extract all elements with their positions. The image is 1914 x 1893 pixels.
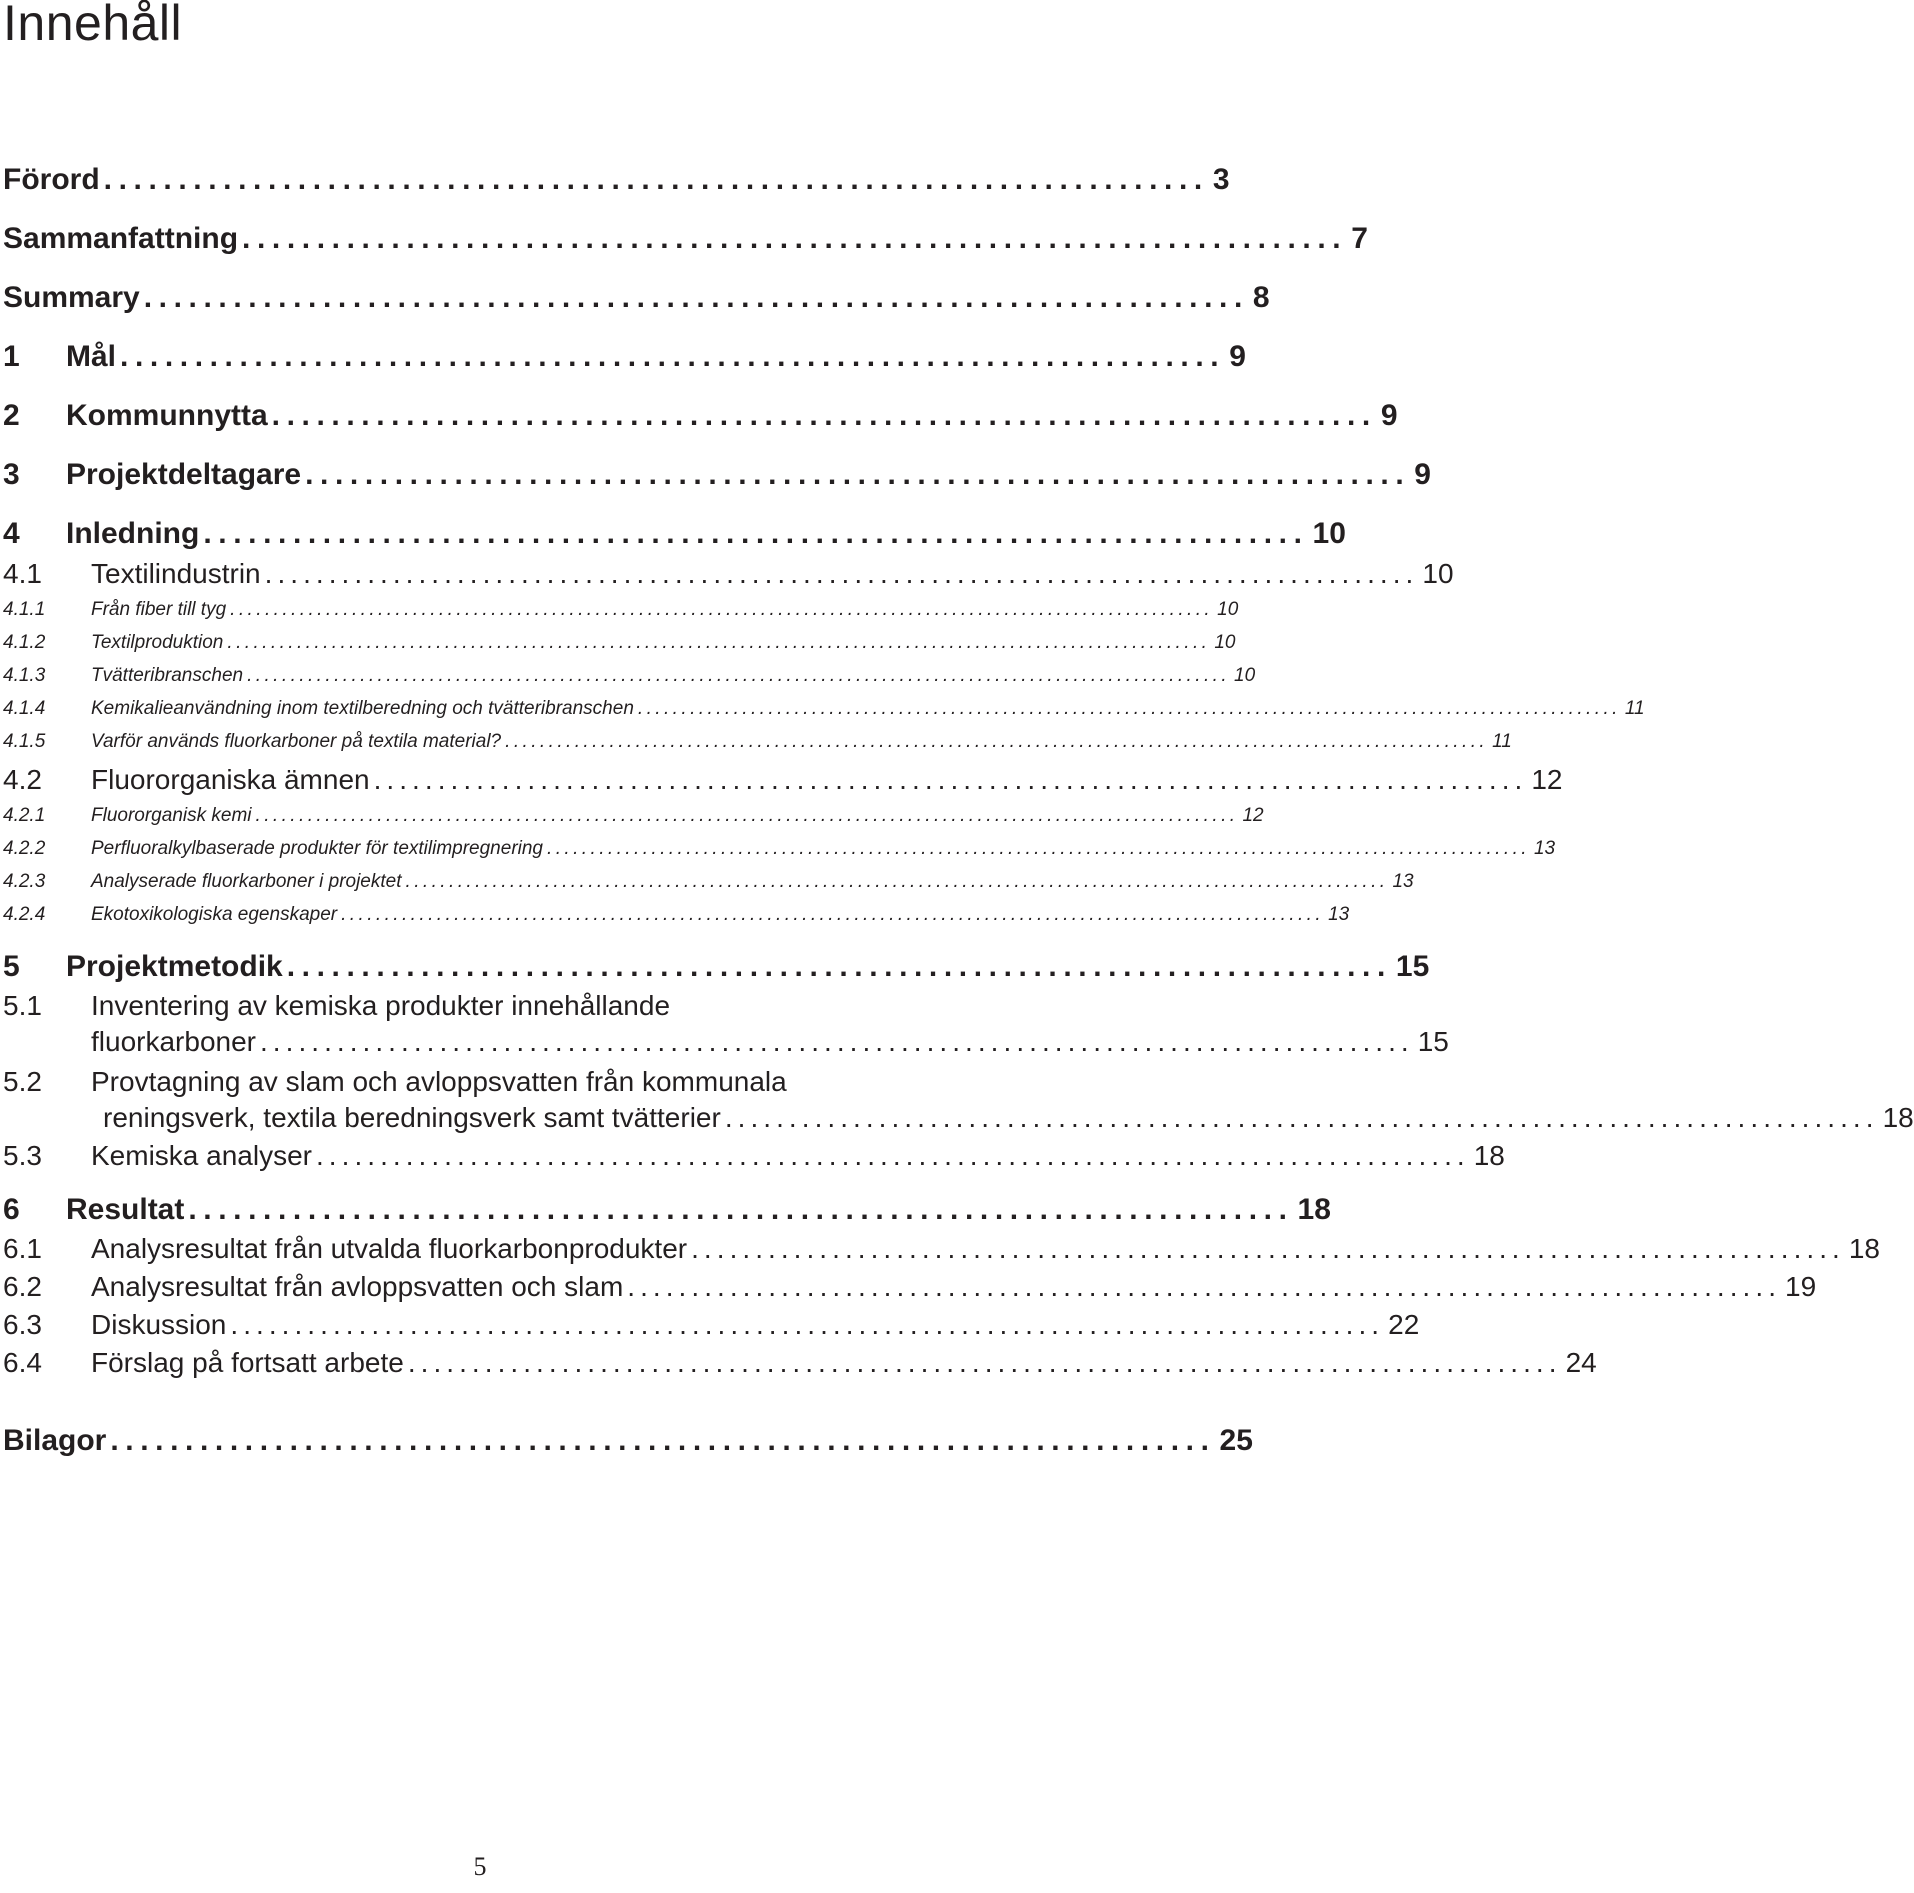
toc-entry-number: 4.1.1 [3, 599, 46, 620]
toc-entry-number: 4.1.2 [3, 632, 46, 653]
toc-entry-number: 6.4 [3, 1347, 42, 1378]
toc-entry-text: Diskussion [91, 1309, 227, 1340]
toc-leader-dots: ................................................................................................................. [230, 599, 1214, 620]
toc-leader-dots: .......................................................................... [242, 222, 1348, 255]
toc-leader-dots: .......................................................................... [286, 950, 1392, 983]
toc-leader-dots: .......................................................................................... [724, 1102, 1879, 1133]
toc-entry-4-1-5[interactable] [3, 731, 1512, 757]
toc-entry-6-3[interactable] [3, 1309, 1420, 1347]
toc-entry-page: 24 [1565, 1347, 1597, 1378]
toc-entry-page: 25 [1219, 1424, 1253, 1457]
toc-entry-4-1[interactable] [3, 558, 1454, 596]
toc-entry-sammanfattning[interactable] [3, 222, 1368, 262]
toc-entry-text: Förord [3, 163, 100, 196]
toc-entry-number: 4 [3, 517, 20, 550]
toc-leader-dots: ................................................................................................................. [505, 731, 1489, 752]
toc-entry-page: 13 [1533, 838, 1556, 859]
toc-entry-text: Projektdeltagare [66, 458, 302, 491]
toc-entry-6-1[interactable] [3, 1233, 1881, 1271]
toc-entry-1[interactable] [3, 340, 1246, 380]
toc-entry-4-2-3[interactable] [3, 871, 1414, 897]
toc-entry-page: 10 [1422, 558, 1454, 589]
toc-entry-number: 4.1 [3, 558, 42, 589]
toc-entry-5[interactable] [3, 950, 1430, 990]
toc-entry-text: Förslag på fortsatt arbete [91, 1347, 404, 1378]
toc-leader-dots: .......................................................................... [143, 281, 1249, 314]
toc-entry-forord[interactable] [3, 163, 1230, 203]
toc-entry-4-2-1[interactable] [3, 805, 1264, 831]
toc-entry-page: 18 [1297, 1193, 1331, 1226]
toc-entry-text-continued: fluorkarboner [91, 1026, 256, 1057]
toc-entry-page: 13 [1328, 904, 1350, 925]
toc-entry-text-continued: reningsverk, textila beredningsverk samt tvätterier [103, 1102, 721, 1133]
toc-leader-dots: ................................................................................................................. [637, 698, 1621, 719]
toc-leader-dots: .......................................................................................... [259, 1026, 1414, 1057]
toc-entry-text: Analysresultat från avloppsvatten och slam [91, 1271, 624, 1302]
toc-entry-4-1-2[interactable] [3, 632, 1236, 658]
toc-leader-dots: .......................................................................................... [373, 764, 1528, 795]
toc-entry-text: Mål [66, 340, 117, 373]
toc-entry-bilagor[interactable] [3, 1424, 1253, 1464]
toc-leader-dots: .......................................................................................... [691, 1233, 1845, 1264]
toc-entry-page: 10 [1312, 517, 1346, 550]
toc-entry-text: Textilindustrin [91, 558, 261, 589]
toc-entry-number: 6.3 [3, 1309, 42, 1340]
toc-entry-page: 10 [1214, 632, 1236, 653]
toc-entry-5-1[interactable] [3, 990, 1449, 1070]
toc-leader-dots: ................................................................................................................. [547, 838, 1530, 859]
toc-entry-2[interactable] [3, 399, 1398, 439]
toc-entry-page: 12 [1531, 764, 1563, 795]
toc-entry-text: Från fiber till tyg [91, 599, 227, 620]
toc-entry-4-2-4[interactable] [3, 904, 1350, 930]
toc-leader-dots: .......................................................................................... [264, 558, 1419, 589]
toc-entry-number: 4.2.2 [3, 838, 46, 859]
toc-entry-number: 4.1.5 [3, 731, 46, 752]
toc-leader-dots: .......................................................................... [188, 1193, 1294, 1226]
toc-entry-text: Kommunnytta [66, 399, 268, 432]
toc-entry-text: Projektmetodik [66, 950, 283, 983]
toc-entry-number: 2 [3, 399, 20, 432]
toc-leader-dots: .......................................................................................... [407, 1347, 1562, 1378]
toc-leader-dots: ................................................................................................................. [247, 665, 1231, 686]
toc-entry-4-1-3[interactable] [3, 665, 1256, 691]
toc-entry-text: Kemikalieanvändning inom textilberedning och tvätteribranschen [91, 698, 634, 719]
toc-entry-page: 8 [1252, 281, 1270, 314]
toc-entry-page: 10 [1217, 599, 1239, 620]
toc-entry-text: Bilagor [3, 1424, 107, 1457]
toc-leader-dots: .......................................................................... [110, 1424, 1216, 1457]
toc-entry-page: 11 [1492, 731, 1512, 752]
toc-entry-number: 1 [3, 340, 20, 373]
toc-entry-page: 15 [1395, 950, 1430, 983]
toc-leader-dots: ................................................................................................................. [227, 632, 1211, 653]
toc-entry-page: 11 [1624, 698, 1645, 719]
toc-entry-number: 5.2 [3, 1066, 42, 1097]
toc-leader-dots: .......................................................................................... [230, 1309, 1385, 1340]
toc-entry-text: Inledning [66, 517, 200, 550]
toc-entry-number: 4.2.3 [3, 871, 46, 892]
toc-entry-number: 5.3 [3, 1140, 42, 1171]
page-title: Innehåll [3, 0, 183, 51]
toc-entry-text: Summary [3, 281, 140, 314]
toc-entry-page: 18 [1848, 1233, 1881, 1264]
toc-entry-number: 6.2 [3, 1271, 42, 1302]
toc-leader-dots: ................................................................................................................. [341, 904, 1325, 925]
toc-entry-text: Analyserade fluorkarboner i projektet [91, 871, 402, 892]
toc-entry-number: 4.2.1 [3, 805, 46, 826]
toc-leader-dots: .......................................................................... [271, 399, 1377, 432]
toc-entry-page: 9 [1229, 340, 1246, 373]
toc-leader-dots: .......................................................................................... [315, 1140, 1470, 1171]
toc-entry-6[interactable] [3, 1193, 1331, 1233]
toc-entry-text: Analysresultat från utvalda fluorkarbonprodukter [91, 1233, 688, 1264]
toc-entry-text: Fluororganisk kemi [91, 805, 252, 826]
toc-leader-dots: .......................................................................... [203, 517, 1309, 550]
toc-entry-4-2-2[interactable] [3, 838, 1556, 864]
toc-entry-4[interactable] [3, 517, 1346, 557]
toc-entry-text: Textilproduktion [91, 632, 224, 653]
toc-entry-number: 6 [3, 1193, 20, 1226]
toc-entry-page: 22 [1388, 1309, 1420, 1340]
toc-entry-page: 13 [1392, 871, 1414, 892]
toc-entry-text: Inventering av kemiska produkter innehållande [91, 990, 671, 1021]
toc-entry-text: Perfluoralkylbaserade produkter för textilimpregnering [91, 838, 544, 859]
toc-entry-page: 18 [1882, 1102, 1914, 1133]
toc-entry-text: Sammanfattning [3, 222, 239, 255]
toc-leader-dots: .......................................................................... [120, 340, 1226, 373]
toc-entry-6-4[interactable] [3, 1347, 1597, 1385]
toc-entry-page: 7 [1351, 222, 1368, 255]
toc-leader-dots: ................................................................................................................. [405, 871, 1389, 892]
toc-entry-number: 4.1.3 [3, 665, 46, 686]
toc-entry-number: 5.1 [3, 990, 42, 1021]
toc-entry-number: 4.2.4 [3, 904, 46, 925]
toc-entry-page: 15 [1417, 1026, 1449, 1057]
toc-entry-6-2[interactable] [3, 1271, 1817, 1309]
toc-entry-text: Kemiska analyser [91, 1140, 312, 1171]
toc-entry-4-2[interactable] [3, 764, 1563, 802]
toc-entry-page: 10 [1234, 665, 1256, 686]
toc-entry-number: 4.1.4 [3, 698, 46, 719]
toc-entry-page: 19 [1785, 1271, 1817, 1302]
toc-leader-dots: .......................................................................... [103, 163, 1209, 196]
toc-entry-page: 18 [1473, 1140, 1505, 1171]
toc-leader-dots: ................................................................................................................. [255, 805, 1239, 826]
toc-entry-page: 9 [1414, 458, 1431, 491]
toc-entry-4-1-1[interactable] [3, 599, 1239, 625]
page-number: 5 [473, 1852, 487, 1881]
toc-entry-text: Ekotoxikologiska egenskaper [91, 904, 338, 925]
toc-entry-text: Resultat [66, 1193, 185, 1226]
toc-entry-number: 3 [3, 458, 20, 491]
toc-entry-text: Varför används fluorkarboner på textila material? [91, 731, 502, 752]
toc-entry-page: 3 [1212, 163, 1230, 196]
toc-entry-page: 12 [1242, 805, 1264, 826]
toc-leader-dots: .......................................................................... [305, 458, 1411, 491]
toc-entry-number: 4.2 [3, 764, 42, 795]
toc-entry-page: 9 [1380, 399, 1398, 432]
toc-entry-4-1-4[interactable] [3, 698, 1645, 724]
toc-entry-text: Provtagning av slam och avloppsvatten från kommunala [91, 1066, 787, 1097]
toc-entry-number: 5 [3, 950, 20, 983]
toc-entry-summary[interactable] [3, 281, 1270, 321]
toc-leader-dots: .......................................................................................... [627, 1271, 1782, 1302]
toc-entry-5-3[interactable] [3, 1140, 1505, 1178]
toc-entry-3[interactable] [3, 458, 1431, 498]
toc-entry-text: Fluororganiska ämnen [91, 764, 370, 795]
toc-entry-number: 6.1 [3, 1233, 42, 1264]
toc-entry-5-2[interactable] [3, 1066, 1914, 1146]
toc-entry-text: Tvätteribranschen [91, 665, 244, 686]
